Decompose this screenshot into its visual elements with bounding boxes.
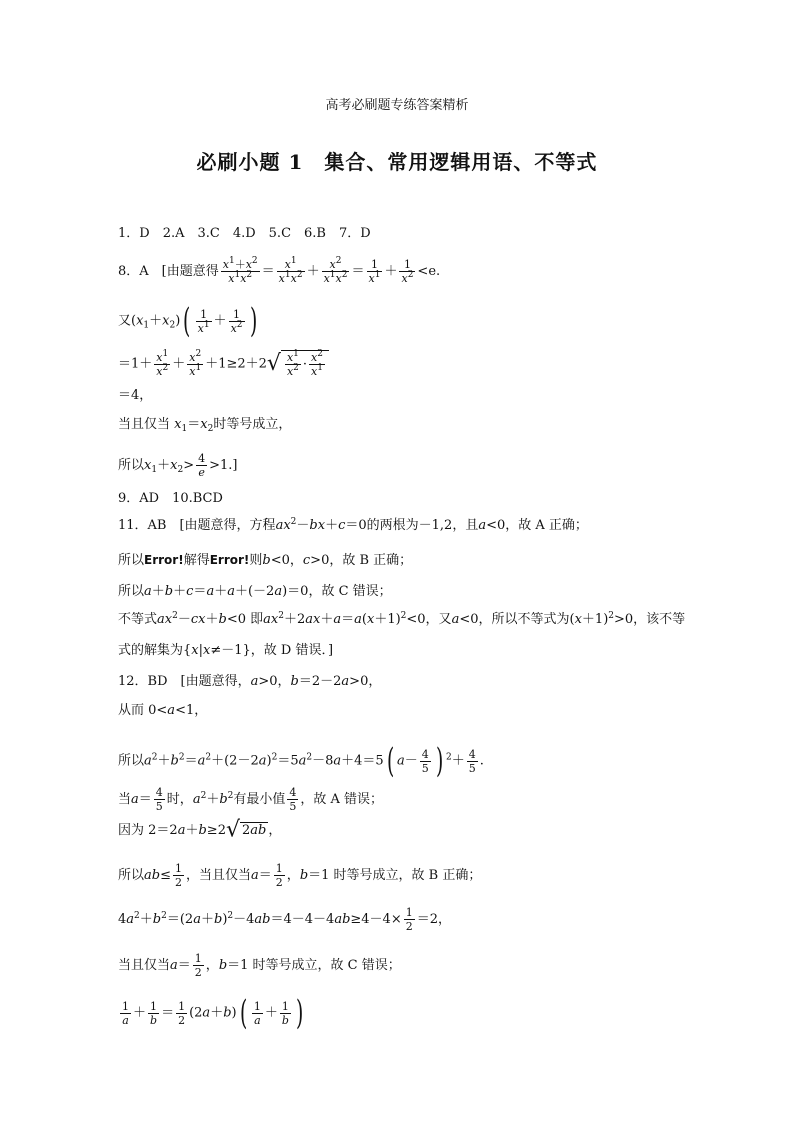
page-title: 必刷小题 1 集合、常用逻辑用语、不等式 (196, 150, 598, 174)
answer-8-result: ＝4， (118, 388, 153, 403)
answer-8-step: 又$(x_1+x_2)$( $\frac{1}{x^1}$ ＋ $\frac{1}{x^2}$ ) (118, 301, 257, 341)
page-header: 高考必刷题专练答案精析 (325, 98, 469, 113)
answer-12-line6: 所以ab≤ $\frac{1}{2}$ ，当且仅当a＝ $\frac{1}{2}$ ，b＝1 时等号成立，故 B 正确； (118, 862, 482, 889)
answers-1-7: 1．D 2.A 3.C 4.D 5.C 6.B 7．D (118, 226, 371, 241)
answer-12-line7: $4a^2+b^2=(2a+b)^2-4ab=4-4-4ab\ge 4-4\times$ $\frac{1}{2}$ ＝2， (118, 906, 452, 933)
answer-11-line3: 所以a＋b＋c＝a＋a＋(－2a)＝0，故 C 错误； (118, 584, 392, 599)
answer-12-line8: 当且仅当a＝ $\frac{1}{2}$ ，b＝1 时等号成立，故 C 错误； (118, 952, 401, 979)
answer-8-line: 8．A [由题意得 $\frac{x^1+x^2}{x^1x^2}$ ＝ $\frac{x^1}{x^1x^2}$ ＋ $\frac{x^2}{x^1x^2}$ ＝ $\frac{1}{x^1}$ ＋ $\frac{1}{x^2}$ <e. (118, 256, 441, 285)
answer-8-equality: 当且仅当 $x_1=x_2$时等号成立， (118, 417, 292, 434)
answer-11-line2: 所以Error!解得Error!则b<0，c>0，故 B 正确； (118, 553, 413, 568)
answer-11-line1: 11．AB [由题意得，方程$ax^2-bx+c=0$的两根为－1,2，且a<0，故 A 正确； (118, 517, 588, 533)
answer-12-line1: 12．BD [由题意得，a>0，b＝2－2a>0， (118, 674, 382, 689)
answer-8-inequality: ＝1＋ $\frac{x^1}{x^2}$ ＋ $\frac{x^2}{x^1}$ ＋1≥2＋2√ $\frac{x^1}{x^2}$ · $\frac{x^2}{x^1}$ (118, 350, 329, 378)
answer-12-line9: $\frac{1}{a}$ ＋ $\frac{1}{b}$ ＝ $\frac{1}{2}$ (2a＋b)( $\frac{1}{a}$ ＋ $\frac{1}{b}$ ) (122, 993, 304, 1033)
answer-12-line4: 当a＝ $\frac{4}{5}$ 时，$a^2+b^2$有最小值 $\frac{4}{5}$ ，故 A 错误； (118, 786, 384, 813)
answers-9-10: 9．AD 10.BCD (118, 491, 223, 506)
answer-11-line4: 不等式$ax^2-cx+b<0$ 即$ax^2+2ax+a=a(x+1)^2<0$，又a<0，所以不等式为$(x+1)^2>0$，该不等 (118, 611, 686, 627)
answer-8-conclusion: 所以$x_1+x_2>$ $\frac{4}{e}$ >1.] (118, 452, 238, 479)
answer-12-line3: 所以$a^2+b^2=a^2+(2-2a)^2=5a^2-8a+4=5$( a－ $\frac{4}{5}$ ) $^2$＋ $\frac{4}{5}$ . (118, 741, 484, 781)
answer-12-line5: 因为 2＝2a＋b≥2√ 2ab ， (118, 817, 282, 843)
answer-12-line2: 从而 0<a<1， (118, 703, 208, 718)
answer-11-line5: 式的解集为{x|x≠－1}，故 D 错误．] (118, 643, 334, 658)
